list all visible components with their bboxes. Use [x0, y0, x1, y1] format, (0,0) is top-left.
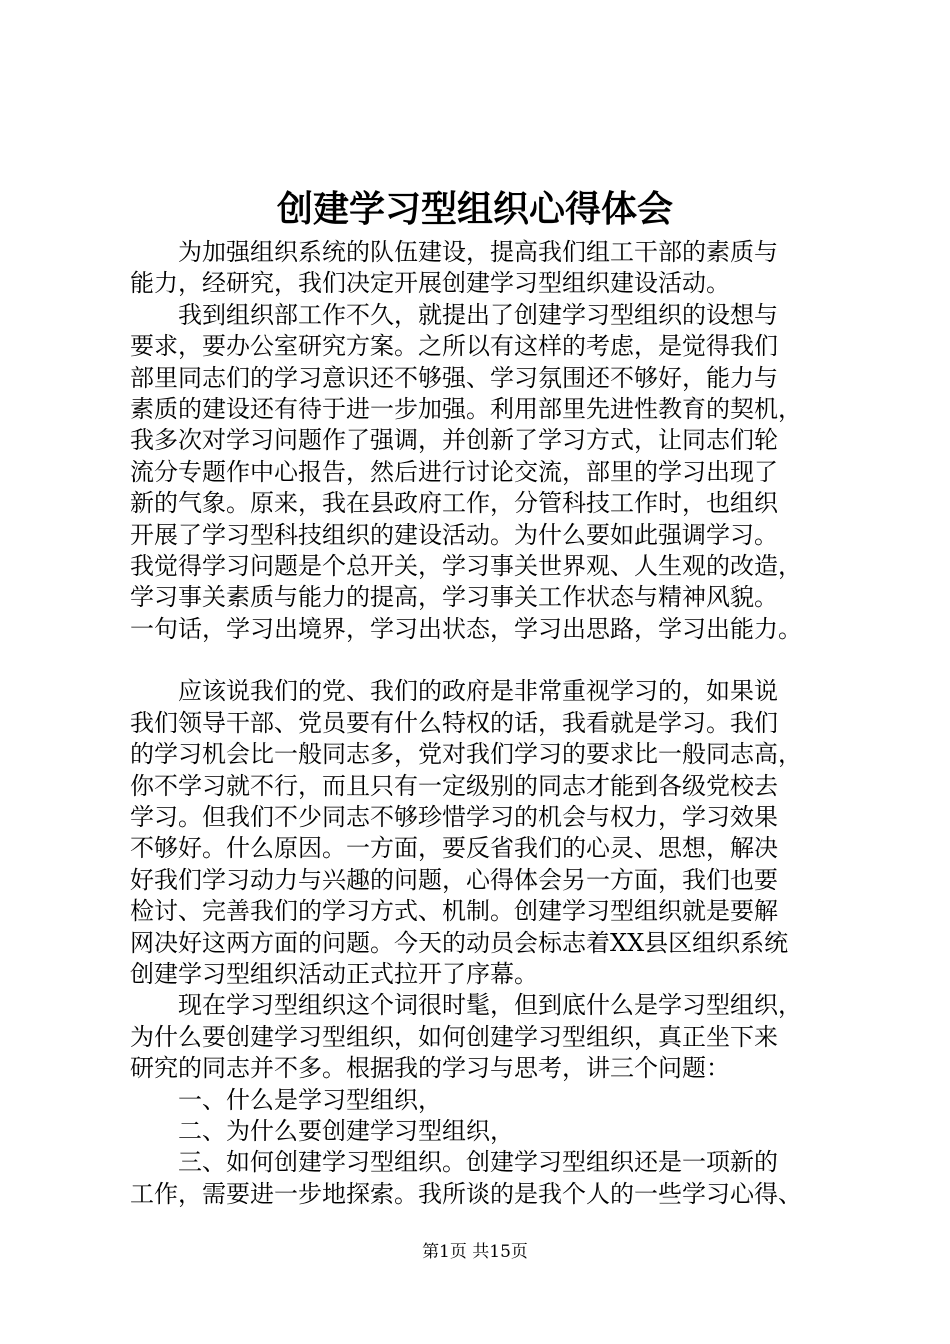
text-line: 网决好这两方面的问题。今天的动员会标志着XX县区组织系统	[130, 928, 789, 957]
text-line: 研究的同志并不多。根据我的学习与思考，讲三个问题：	[130, 1054, 730, 1083]
text-line: 学习事关素质与能力的提高，学习事关工作状态与精神风貌。	[130, 583, 778, 612]
document-body	[130, 237, 850, 1210]
text-line: 一、什么是学习型组织，	[178, 1085, 442, 1114]
text-line: 的学习机会比一般同志多，党对我们学习的要求比一般同志高，	[130, 740, 802, 769]
page-title: 创建学习型组织心得体会	[276, 188, 673, 230]
text-line: 开展了学习型科技组织的建设活动。为什么要如此强调学习。	[130, 520, 778, 549]
text-line: 为加强组织系统的队伍建设，提高我们组工干部的素质与	[178, 238, 778, 266]
text-line: 流分专题作中心报告，然后进行讨论交流，部里的学习出现了	[130, 457, 778, 486]
text-line: 好我们学习动力与兴趣的问题，心得体会另一方面，我们也要	[130, 865, 778, 894]
text-line: 能力，经研究，我们决定开展创建学习型组织建设活动。	[130, 269, 730, 298]
text-line: 部里同志们的学习意识还不够强、学习氛围还不够好，能力与	[130, 363, 778, 392]
text-line: 创建学习型组织活动正式拉开了序幕。	[130, 959, 538, 988]
text-line: 检讨、完善我们的学习方式、机制。创建学习型组织就是要解	[130, 897, 778, 926]
text-line: 素质的建设还有待于进一步加强。利用部里先进性教育的契机，	[130, 394, 802, 423]
text-line: 要求，要办公室研究方案。之所以有这样的考虑，是觉得我们	[130, 332, 778, 361]
text-line: 现在学习型组织这个词很时髦，但到底什么是学习型组织，	[178, 991, 802, 1020]
text-line: 我觉得学习问题是个总开关，学习事关世界观、人生观的改造，	[130, 551, 802, 580]
text-line: 新的气象。原来，我在县政府工作，分管科技工作时，也组织	[130, 489, 778, 518]
text-line: 你不学习就不行，而且只有一定级别的同志才能到各级党校去	[130, 771, 778, 800]
text-line: 为什么要创建学习型组织，如何创建学习型组织，真正坐下来	[130, 1022, 778, 1051]
text-line: 我多次对学习问题作了强调，并创新了学习方式，让同志们轮	[130, 426, 778, 455]
text-line: 一句话，学习出境界，学习出状态，学习出思路，学习出能力。	[130, 614, 802, 643]
page-footer: 第1页 共15页	[422, 1242, 528, 1262]
blank-line	[130, 645, 850, 676]
text-line: 二、为什么要创建学习型组织，	[178, 1116, 514, 1145]
text-line: 三、如何创建学习型组织。创建学习型组织还是一项新的	[178, 1148, 778, 1177]
text-line: 不够好。什么原因。一方面，要反省我们的心灵、思想，解决	[130, 834, 778, 863]
text-line: 工作，需要进一步地探索。我所谈的是我个人的一些学习心得、	[130, 1179, 802, 1208]
text-line: 我到组织部工作不久，就提出了创建学习型组织的设想与	[178, 300, 778, 329]
text-line: 我们领导干部、党员要有什么特权的话，我看就是学习。我们	[130, 708, 778, 737]
text-line: 应该说我们的党、我们的政府是非常重视学习的，如果说	[178, 677, 778, 706]
text-line: 学习。但我们不少同志不够珍惜学习的机会与权力，学习效果	[130, 803, 778, 832]
